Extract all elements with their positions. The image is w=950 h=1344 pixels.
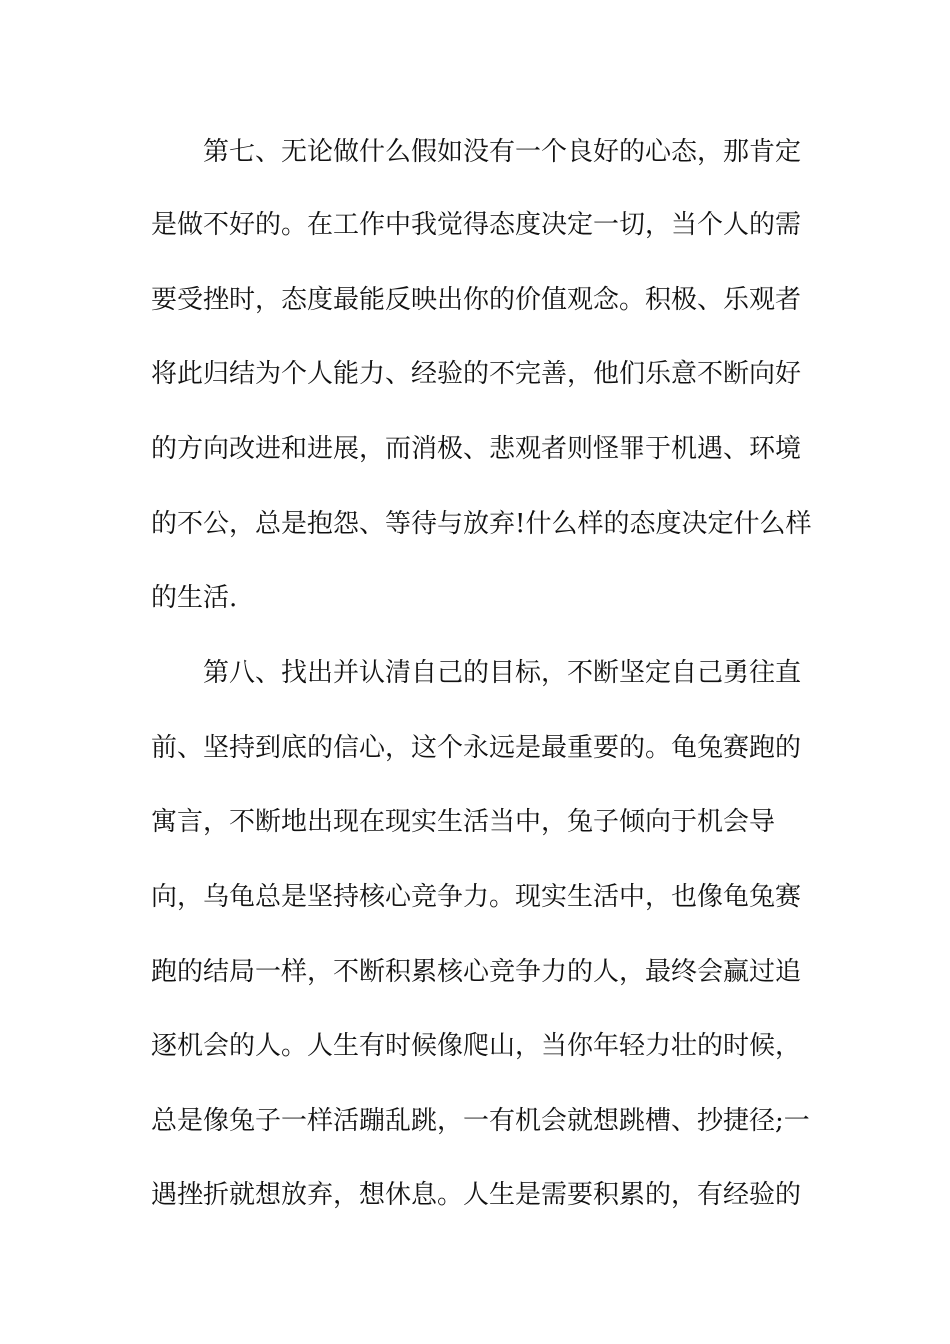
paragraph-1-line-7: 的生活. [151,583,238,613]
paragraph-2-line-1: 第八、找出并认清自己的目标，不断坚定自己勇往直 [203,658,802,688]
paragraph-2-line-8: 遇挫折就想放弃，想休息。人生是需要积累的，有经验的 [151,1180,802,1210]
paragraph-1-line-6: 的不公，总是抱怨、等待与放弃!什么样的态度决定什么样 [151,509,812,539]
paragraph-2-line-2: 前、坚持到底的信心，这个永远是最重要的。龟兔赛跑的 [151,733,802,763]
paragraph-2-line-5: 跑的结局一样，不断积累核心竞争力的人，最终会赢过追 [151,957,802,987]
paragraph-1-line-2: 是做不好的。在工作中我觉得态度决定一切，当个人的需 [151,210,802,240]
paragraph-1-line-1: 第七、无论做什么假如没有一个良好的心态，那肯定 [203,137,802,167]
paragraph-1-line-5: 的方向改进和进展，而消极、悲观者则怪罪于机遇、环境 [151,434,802,464]
paragraph-2-line-7: 总是像兔子一样活蹦乱跳，一有机会就想跳槽、抄捷径;一 [151,1106,810,1136]
paragraph-2-line-6: 逐机会的人。人生有时候像爬山，当你年轻力壮的时候， [151,1031,802,1061]
paragraph-1-line-3: 要受挫时，态度最能反映出你的价值观念。积极、乐观者 [151,285,802,315]
paragraph-2-line-4: 向，乌龟总是坚持核心竞争力。现实生活中，也像龟兔赛 [151,882,802,912]
paragraph-1-line-4: 将此归结为个人能力、经验的不完善，他们乐意不断向好 [151,359,802,389]
paragraph-2-line-3: 寓言，不断地出现在现实生活当中，兔子倾向于机会导 [151,807,776,837]
